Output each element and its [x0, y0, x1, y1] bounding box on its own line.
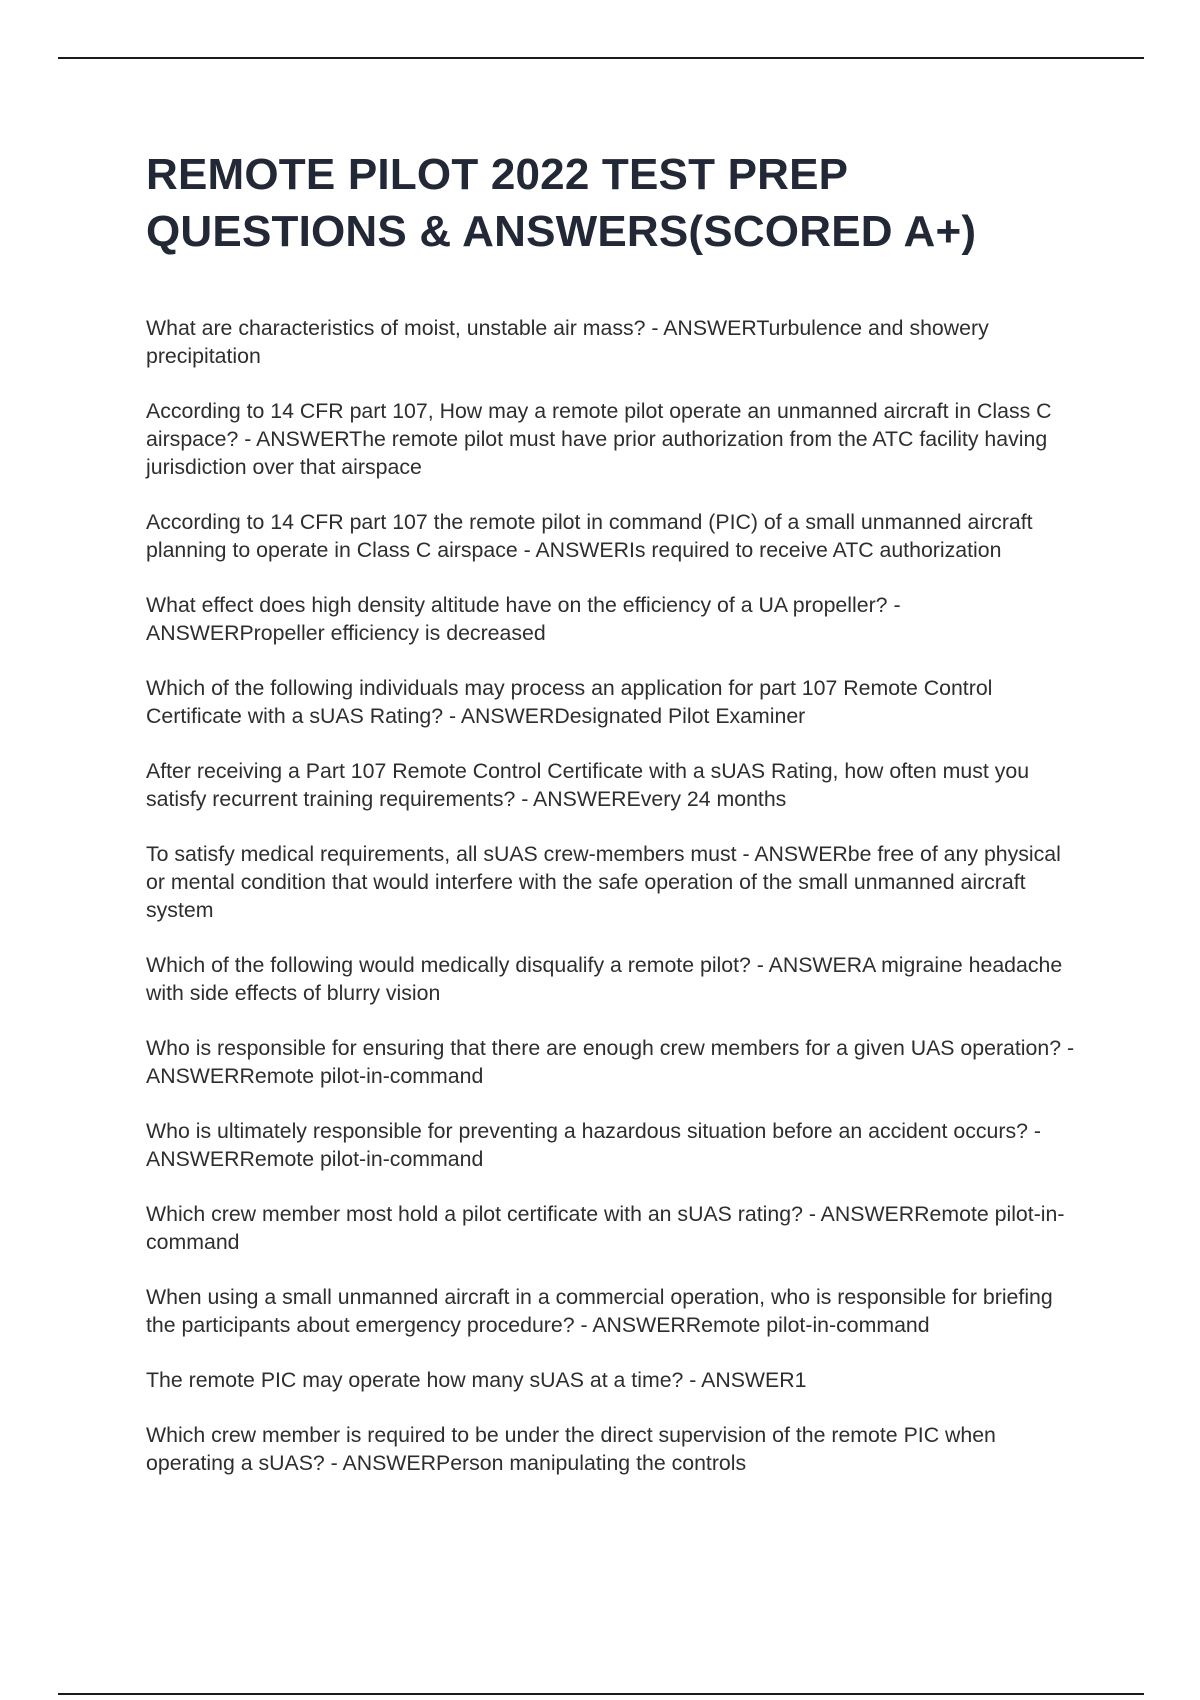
qa-item-6: After receiving a Part 107 Remote Control Certificate with a sUAS Rating, how often must you satisfy recurrent training requirements? - ANSWEREvery 24 months	[146, 759, 1030, 811]
qa-item-11: Which crew member most hold a pilot certificate with an sUAS rating? - ANSWERRemote pilot-in-command	[146, 1202, 1065, 1254]
qa-item-1: What are characteristics of moist, unstable air mass? - ANSWERTurbulence and showery precipitation	[146, 316, 989, 368]
qa-item-7: To satisfy medical requirements, all sUAS crew-members must - ANSWERbe free of any physical or mental condition that would interfere with the safe operation of the small unmanned aircraft system	[146, 842, 1061, 922]
qa-item-12: When using a small unmanned aircraft in a commercial operation, who is responsible for briefing the participants about emergency procedure? - ANSWERRemote pilot-in-command	[146, 1285, 1053, 1337]
qa-item-13: The remote PIC may operate how many sUAS at a time? - ANSWER1	[146, 1368, 807, 1392]
qa-item-5: Which of the following individuals may process an application for part 107 Remote Control Certificate with a sUAS Rating? - ANSWERDesignated Pilot Examiner	[146, 676, 993, 728]
qa-item-3: According to 14 CFR part 107 the remote pilot in command (PIC) of a small unmanned aircraft planning to operate in Class C airspace - ANSWERIs required to receive ATC authorization	[146, 510, 1033, 562]
qa-item-10: Who is ultimately responsible for preventing a hazardous situation before an accident occurs? - ANSWERRemote pilot-in-command	[146, 1119, 1041, 1171]
top-divider	[58, 57, 1144, 59]
qa-list	[146, 314, 1076, 1504]
bottom-divider	[58, 1693, 1144, 1695]
qa-item-2: According to 14 CFR part 107, How may a remote pilot operate an unmanned aircraft in Class C airspace? - ANSWERThe remote pilot must have prior authorization from the ATC facility having jurisdiction over that airspace	[146, 399, 1052, 479]
qa-item-8: Which of the following would medically disqualify a remote pilot? - ANSWERA migraine headache with side effects of blurry vision	[146, 953, 1063, 1005]
page-title: REMOTE PILOT 2022 TEST PREP QUESTIONS & ANSWERS(SCORED A+)	[146, 150, 977, 256]
qa-item-14: Which crew member is required to be under the direct supervision of the remote PIC when operating a sUAS? - ANSWERPerson manipulating the controls	[146, 1423, 996, 1475]
qa-item-4: What effect does high density altitude have on the efficiency of a UA propeller? - ANSWERPropeller efficiency is decreased	[146, 593, 901, 645]
qa-item-9: Who is responsible for ensuring that there are enough crew members for a given UAS operation? - ANSWERRemote pilot-in-command	[146, 1036, 1075, 1088]
